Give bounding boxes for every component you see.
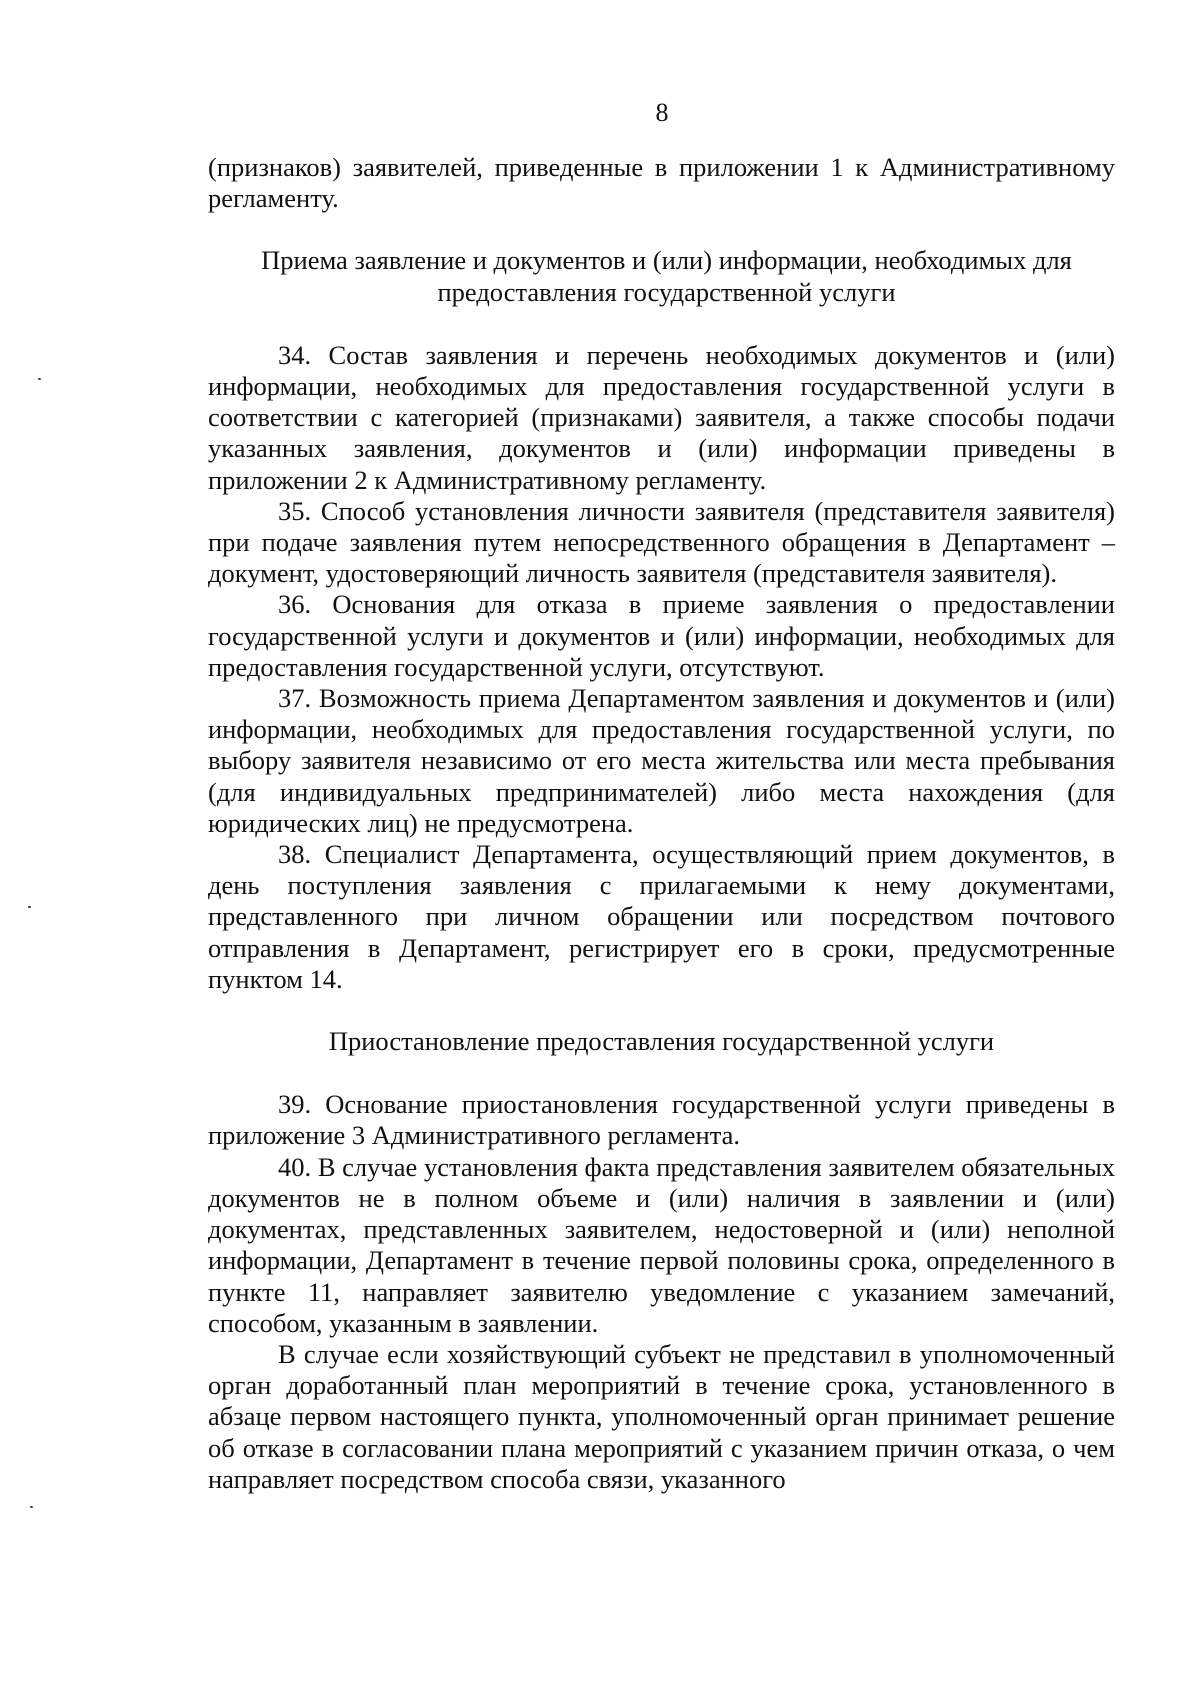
section-heading-line: Приема заявление и документов и (или) информации, необходимых для [261, 245, 1072, 276]
clause-37: 37. Возможность приема Департаментом заявления и документов и (или) информации, необходимых для предоставления государственной услуги, по выбору заявителя независимо от его места жительства или места пребывания (для индивидуальных предпринимателей) либо места нахождения (для юридических лиц) не предусмотрена. [208, 683, 1115, 838]
page-number: 8 [655, 98, 669, 127]
paragraph-continuation: (признаков) заявителей, приведенные в приложении 1 к Административному регламенту. [208, 152, 1115, 214]
clause-36: 36. Основания для отказа в приеме заявления о предоставлении государственной услуги и документов и (или) информации, необходимых для предоставления государственной услуги, отсутствуют. [208, 589, 1115, 682]
scan-speck [38, 378, 41, 380]
document-body [208, 152, 1115, 1495]
scan-speck [28, 906, 31, 908]
clause-35: 35. Способ установления личности заявителя (представителя заявителя) при подаче заявления путем непосредственного обращения в Департамент – документ, удостоверяющий личность заявителя (представителя заявителя). [208, 495, 1115, 589]
section-heading-line: Приостановление предоставления государственной услуги [328, 1026, 995, 1057]
section-heading-line: предоставления государственной услуги [437, 276, 896, 307]
clause-40: 40. В случае установления факта представления заявителем обязательных документов не в полном объеме и (или) наличия в заявлении и (или) документах, представленных заявителем, недостоверной и (или) неполной информации, Департамент в течение первой половины срока, определенного в пункте 11, направляет заявителю уведомление с указанием замечаний, способом, указанным в заявлении. [208, 1151, 1115, 1338]
scan-speck [30, 1506, 33, 1508]
clause-38: 38. Специалист Департамента, осуществляющий прием документов, в день поступления заявления с прилагаемыми к нему документами, представленного при личном обращении или посредством почтового отправления в Департамент, регистрирует его в сроки, предусмотренные пунктом 14. [208, 839, 1115, 994]
clause-40-paragraph-2: В случае если хозяйствующий субъект не представил в уполномоченный орган доработанный план мероприятий в течение срока, установленного в абзаце первом настоящего пункта, уполномоченный орган принимает решение об отказе в согласовании плана мероприятий с указанием причин отказа, о чем направляет посредством способа связи, указанного [208, 1338, 1115, 1494]
clause-34: 34. Состав заявления и перечень необходимых документов и (или) информации, необходимых для предоставления государственной услуги в соответствии с категорией (признаками) заявителя, а также способы подачи указанных заявления, документов и (или) информации приведены в приложении 2 к Административному регламенту. [208, 339, 1115, 495]
section-heading-reception [208, 245, 1115, 307]
clause-39: 39. Основание приостановления государственной услуги приведены в приложение 3 Административного регламента. [208, 1089, 1115, 1151]
section-heading-suspension [208, 1026, 1115, 1057]
